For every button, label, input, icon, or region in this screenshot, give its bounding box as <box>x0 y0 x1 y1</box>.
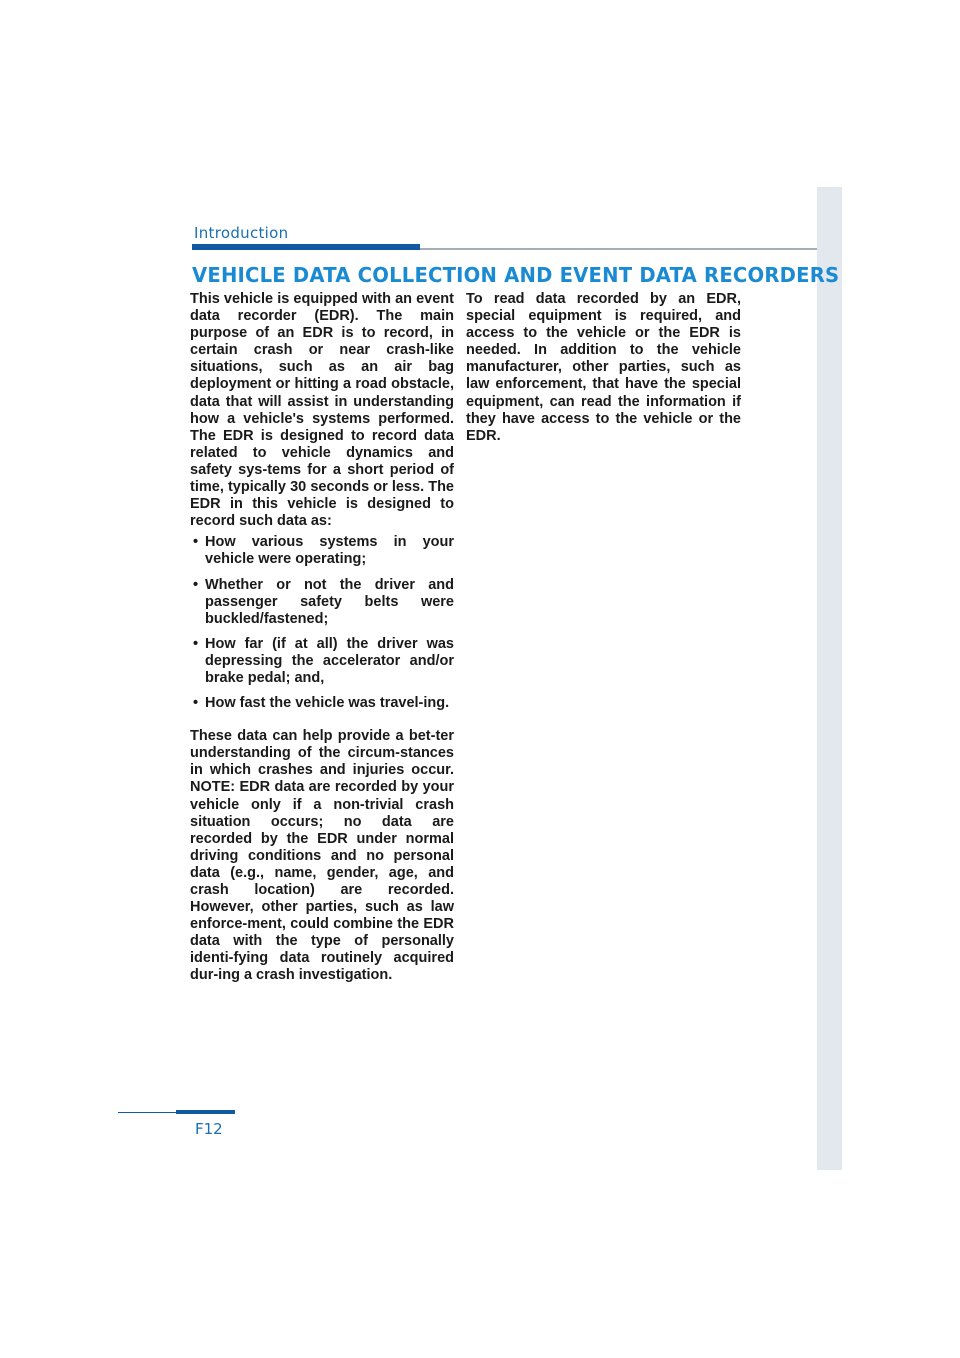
left-column <box>190 291 454 985</box>
access-paragraph: To read data recorded by an EDR, special equipment is required, and access to the vehicle or the EDR is needed. In addition to the vehicle manufacturer, other parties, such as law enforcement, that have the special equipment, can read the information if they have access to the vehicle or the EDR. <box>466 291 741 444</box>
footer-rule-thick <box>176 1110 235 1114</box>
footer-rule-thin <box>118 1112 176 1113</box>
bullet-icon: • <box>193 534 199 551</box>
list-item: • How various systems in your vehicle were operating; <box>193 534 454 568</box>
page-number: F12 <box>195 1120 223 1138</box>
page-title: VEHICLE DATA COLLECTION AND EVENT DATA RECORDERS <box>192 263 840 287</box>
section-label: Introduction <box>194 224 289 242</box>
bullet-icon: • <box>193 695 199 712</box>
chapter-side-tab <box>817 187 842 1170</box>
header-rule-thick <box>192 244 420 250</box>
list-item: • Whether or not the driver and passenger safety belts were buckled/fastened; <box>193 576 454 627</box>
recorded-data-list <box>190 534 454 712</box>
bullet-icon: • <box>193 635 199 652</box>
bullet-icon: • <box>193 576 199 593</box>
right-column <box>466 291 741 445</box>
intro-paragraph: This vehicle is equipped with an event data recorder (EDR). The main purpose of an EDR is to record, in certain crash or near crash-like situations, such as an air bag deployment or hitting a road obstacle, data that will assist in understanding how a vehicle's systems performed. The EDR is designed to record data related to vehicle dynamics and safety sys-tems for a short period of time, typically 30 seconds or less. The EDR in this vehicle is designed to record such data as: <box>190 291 454 530</box>
closing-paragraph: These data can help provide a bet-ter understanding of the circum-stances in which crashes and injuries occur. NOTE: EDR data are recorded by your vehicle only if a non-trivial crash situation occurs; no data are recorded by the EDR under normal driving conditions and no personal data (e.g., name, gender, age, and crash location) are recorded. However, other parties, such as law enforce-ment, could combine the EDR data with the type of personally identi-fying data routinely acquired dur-ing a crash investigation. <box>190 728 454 984</box>
header-rule-thin <box>420 248 817 250</box>
list-item: • How fast the vehicle was travel-ing. <box>193 695 450 712</box>
list-item: • How far (if at all) the driver was depressing the accelerator and/or brake pedal; and, <box>193 635 454 686</box>
